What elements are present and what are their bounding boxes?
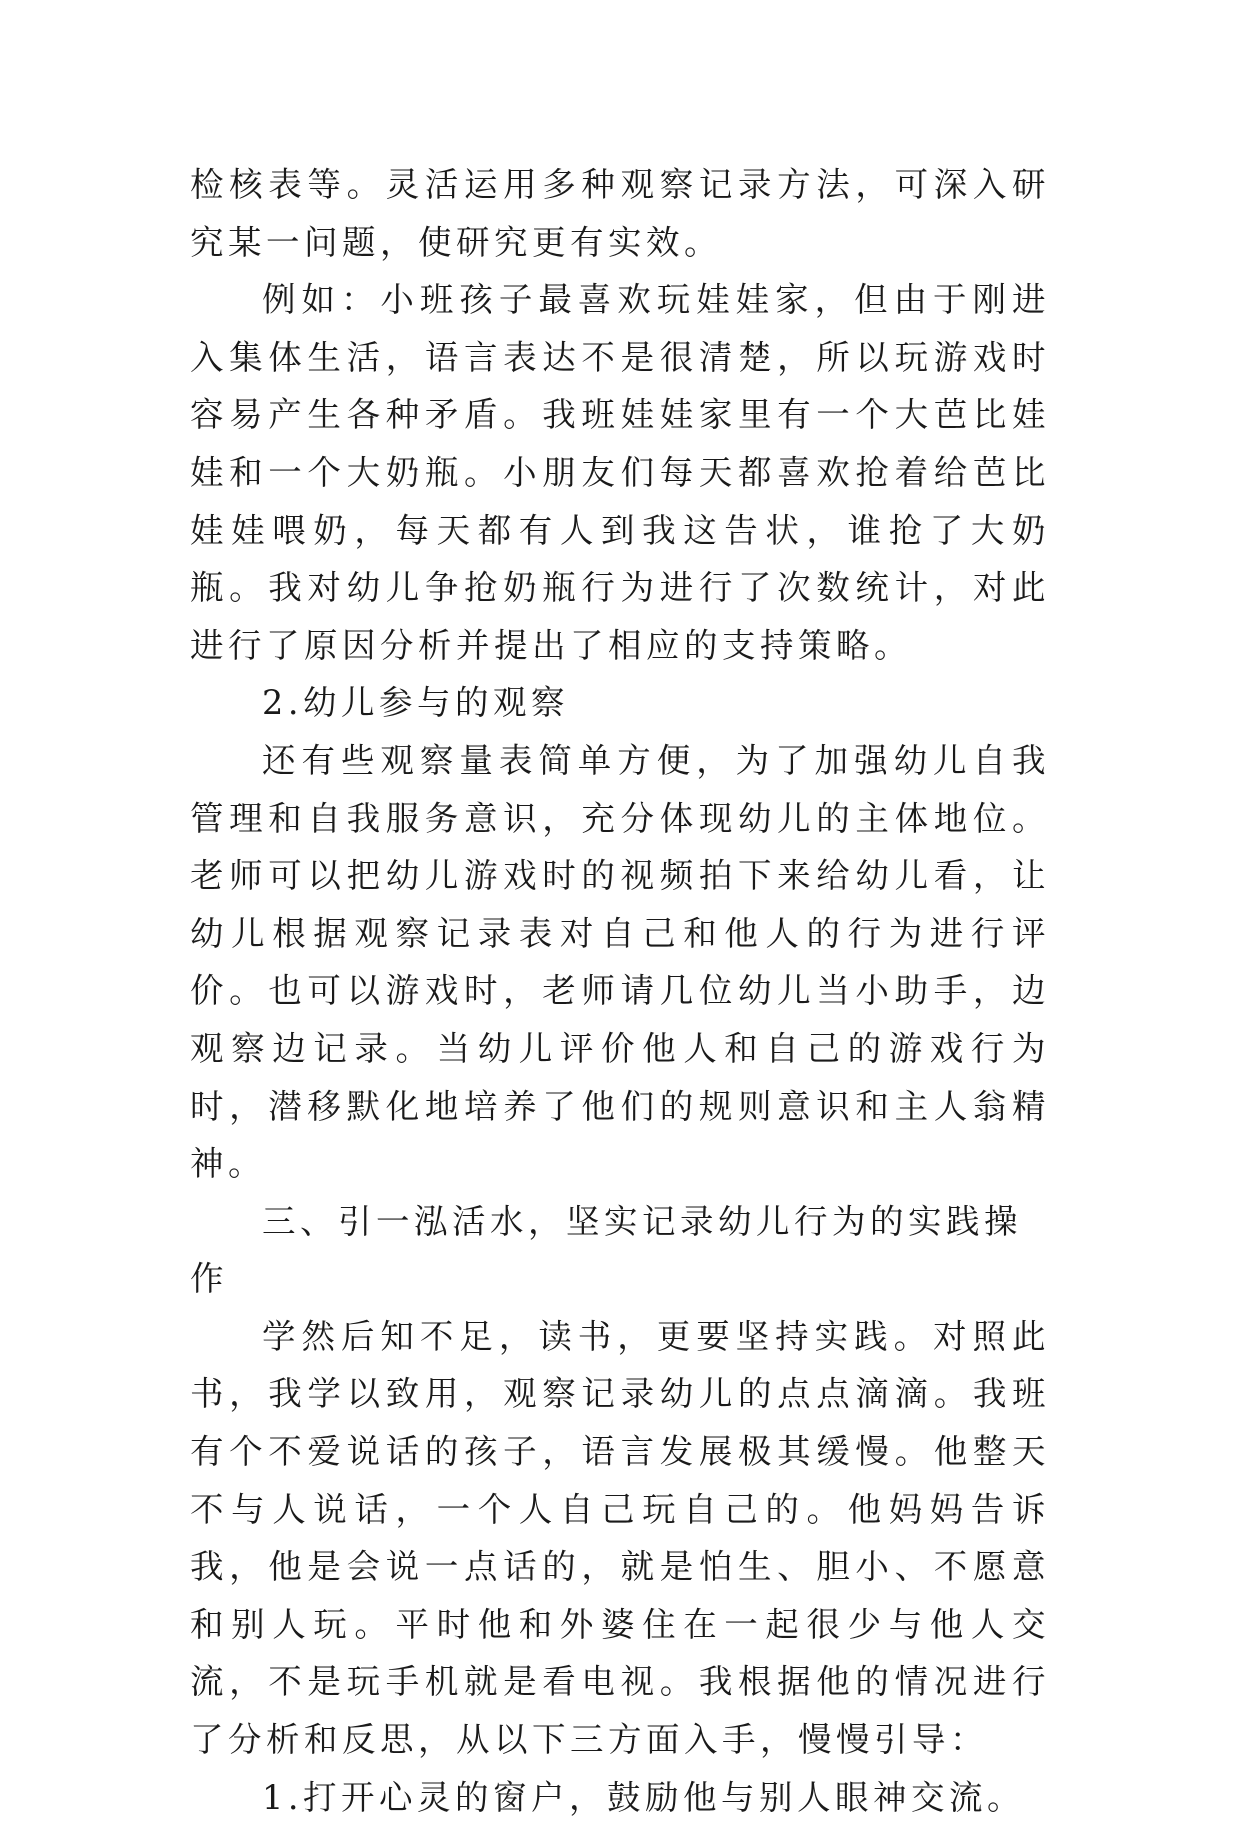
paragraph-observation-scales: 还有些观察量表简单方便，为了加强幼儿自我管理和自我服务意识，充分体现幼儿的主体地位。老师可以把幼儿游戏时的视频拍下来给幼儿看，让幼儿根据观察记录表对自己和他人的行为进行评价。也可以游戏时，老师请几位幼儿当小助手，边观察边记录。当幼儿评价他人和自己的游戏行为时，潜移默化地培养了他们的规则意识和主人翁精神。 — [190, 740, 1050, 1184]
paragraph-checklist-methods: 检核表等。灵活运用多种观察记录方法，可深入研究某一问题，使研究更有实效。 — [190, 165, 1050, 262]
section-heading-eye-contact: 1.打开心灵的窗户，鼓励他与别人眼神交流。 — [262, 1777, 1025, 1817]
document-body — [190, 156, 1050, 1826]
section-heading-practice: 三、引一泓活水，坚实记录幼儿行为的实践操作 — [190, 1201, 1022, 1299]
section-heading-child-participation: 2.幼儿参与的观察 — [262, 683, 569, 723]
paragraph-practice-case: 学然后知不足，读书，更要坚持实践。对照此书，我学以致用，观察记录幼儿的点点滴滴。我班有个不爱说话的孩子，语言发展极其缓慢。他整天不与人说话，一个人自己玩自己的。他妈妈告诉我，他是会说一点话的，就是怕生、胆小、不愿意和别人玩。平时他和外婆住在一起很少与他人交流，不是玩手机就是看电视。我根据他的情况进行了分析和反思，从以下三方面入手，慢慢引导： — [190, 1316, 1050, 1760]
paragraph-example-doll-house: 例如：小班孩子最喜欢玩娃娃家，但由于刚进入集体生活，语言表达不是很清楚，所以玩游戏时容易产生各种矛盾。我班娃娃家里有一个大芭比娃娃和一个大奶瓶。小朋友们每天都喜欢抢着给芭比娃娃喂奶，每天都有人到我这告状，谁抢了大奶瓶。我对幼儿争抢奶瓶行为进行了次数统计，对此进行了原因分析并提出了相应的支持策略。 — [190, 280, 1050, 665]
